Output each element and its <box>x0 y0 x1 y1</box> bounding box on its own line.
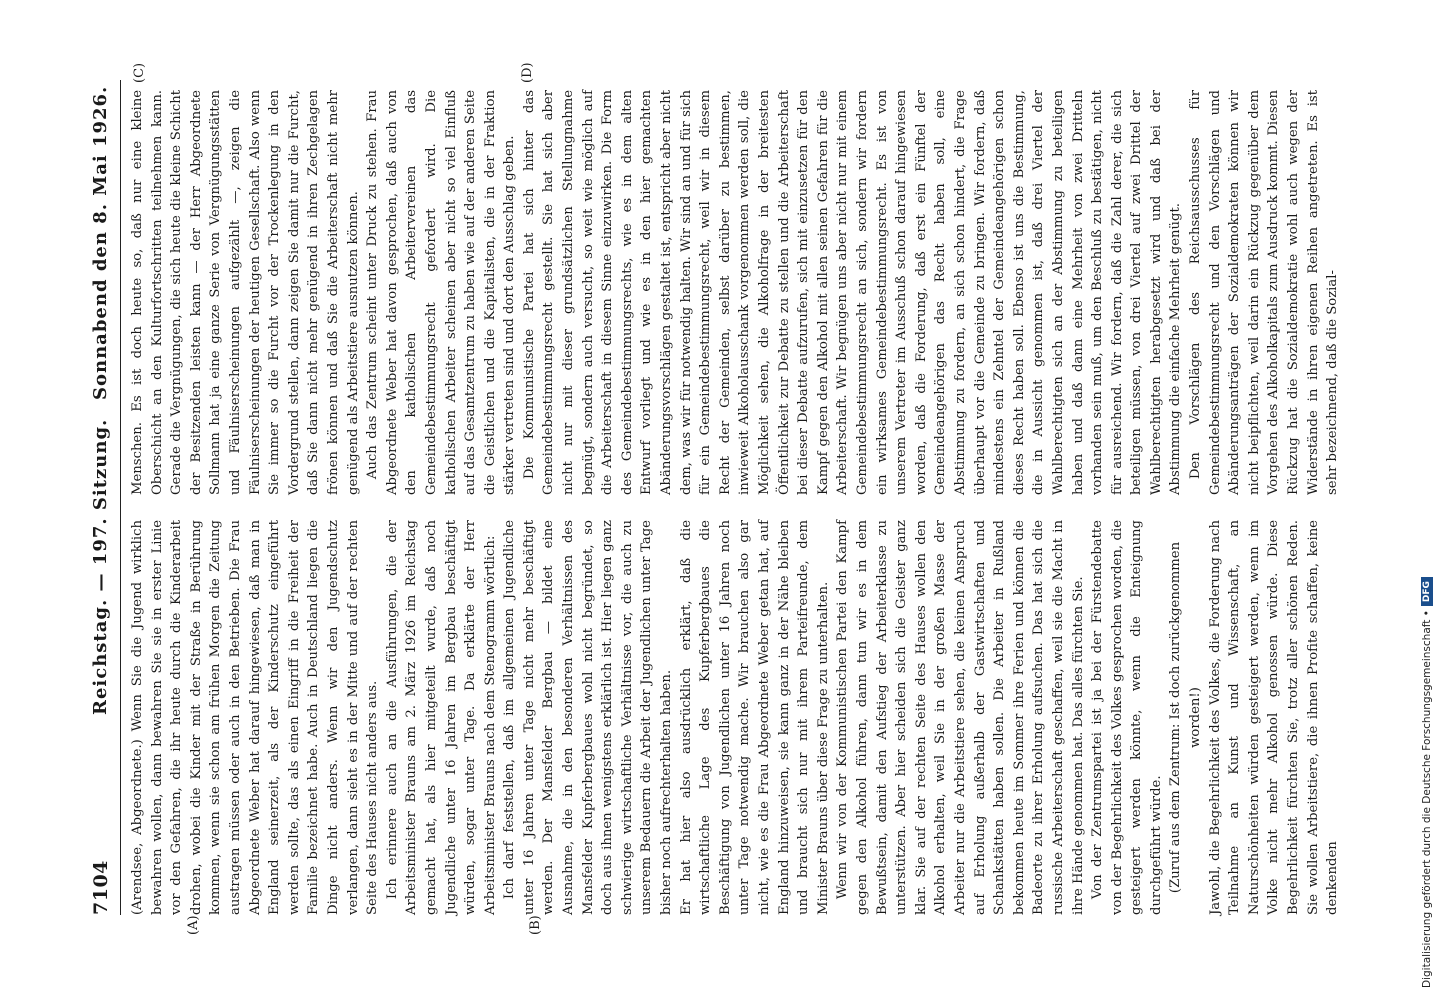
paragraph: Jawohl, die Begehrlichkeit des Volkes, die Forderung nach Teilnahme an Kunst und Wissenschaft, an Naturschönheiten würden gesteigert werden, wenn im Volke nicht mehr Alkohol genossen würde. Diese Begehrlichkeit fürchten Sie, trotz aller schönen Reden. Sie wollen Arbeitstiere, die ihnen Profite schaffen, keine denkenden <box>1207 520 1341 915</box>
page-header <box>90 80 120 915</box>
paragraph: Wenn wir von der Kommunistischen Partei den Kampf gegen den Alkohol führen, dann tun wir es in dem Bewußtsein, damit den Aufstieg der Arbeiterklasse zu unterstützen. Aber hier scheiden sich die Geister ganz klar. Sie auf der rechten Seite des Hauses wollen den Alkohol erhalten, weil Sie in der großen Masse der Arbeiter nur die Arbeitstiere sehen, die keinen Anspruch auf Erholung außerhalb der Gastwirtschaften und Schankstätten haben sollen. Die Arbeiter in Rußland bekommen heute im Sommer ihre Ferien und können die Badeorte zu ihrer Erholung aufsuchen. Das hat sich die russische Arbeiterschaft geschaffen, weil sie die Macht in ihre Hände genommen hat. Das alles fürchten Sie. <box>835 520 1086 915</box>
session-title: Reichstag. — 197. Sitzung. <box>90 418 111 715</box>
dfg-logo: DFG <box>1421 577 1433 606</box>
date-line: Sonnabend den 8. Mai 1926. <box>90 85 111 400</box>
paragraph: Den Vorschlägen des Reichsausschusses für Gemeindebestimmungsrecht und den Vorschlägen und Abänderungsanträgen der Sozialdemokraten können wir nicht beipflichten, weil darin ein Rückzug gegenüber dem Vorgehen des Alkoholkapitals zum Ausdruck kommt. Diesen Rückzug hat die Sozialdemokratie wohl auch wegen der Widerstände in ihren eigenen Reihen angetreten. Es ist sehr bezeichnend, daß die Sozial- <box>1188 90 1341 495</box>
margin-marker-d: (D) <box>520 62 535 83</box>
paragraph: Er hat hier also ausdrücklich erklärt, daß die wirtschaftliche Lage des Kupferbergbaues die Beschäftigung von Jugendlichen unter 16 Jahren noch unter Tage notwendig mache. Wir brauchen also gar nicht, wie es die Frau Abgeordnete Weber getan hat, auf England hinzuweisen, sie kann ganz in der Nähe bleiben und braucht sich nur mit ihrem Parteifreunde, dem Minister Brauns über diese Frage zu unterhalten. <box>678 520 831 915</box>
paragraph: Die Kommunistische Partei hat sich hinter das Gemeindebestimmungsrecht gestellt. Sie hat sich aber nicht nur mit dieser grundsätzlichen Stellungnahme begnügt, sondern auch versucht, so weit wie möglich auf die Arbeiterschaft in diesem Sinne einzuwirken. Die Form des Gemeindebestimmungsrechts, wie es in dem alten Entwurf vorliegt und wie es in den hier gemachten Abänderungsvorschlägen gestaltet ist, entspricht aber nicht dem, was wir für notwendig halten. Wir sind an und für sich für ein Gemeindebestimmungsrecht, weil wir in diesem Recht der Gemeinden, selbst darüber zu bestimmen, inwieweit Alkoholausschank vorgenommen werden soll, die Möglichkeit sehen, die Alkoholfrage in der breitesten Öffentlichkeit zur Debatte zu stellen und die Arbeiterschaft bei dieser Debatte aufzurufen, sich mit einzusetzen für den Kampf gegen den Alkohol mit allen seinen Gefahren für die Arbeiterschaft. Wir begnügen uns aber nicht nur mit einem Gemeindebestimmungsrecht an sich, sondern wir fordern ein wirksames Gemeindebestimmungsrecht. Es ist von unserem Vertreter im Ausschuß schon darauf hingewiesen worden, daß die Forderung, daß erst ein Fünftel der Gemeindeangehörigen das Recht haben soll, eine Abstimmung zu fordern, an sich schon hindert, die Frage überhaupt vor die Gemeinde zu bringen. Wir fordern, daß mindestens ein Zehntel der Gemeindeangehörigen schon dieses Recht haben soll. Ebenso ist uns die Bestimmung, die in Aussicht genommen ist, daß drei Viertel der Wahlberechtigten sich an der Abstimmung zu beteiligen haben und daß dann eine Mehrheit von zwei Dritteln vorhanden sein muß, um den Beschluß zu bestätigen, nicht für ausreichend. Wir fordern, daß die Zahl derer, die sich beteiligen müssen, von drei Viertel auf zwei Drittel der Wahlberechtigten herabgesetzt wird und daß bei der Abstimmung die einfache Mehrheit genügt. <box>521 90 1184 495</box>
paragraph: Menschen. Es ist doch heute so, daß nur eine kleine Oberschicht an den Kulturfortschritten teilnehmen kann. Gerade die Vergnügungen, die sich heute die kleine Schicht der Besitzenden leisten kann — der Herr Abgeordnete Sollmann hat ja eine ganze Serie von Vergnügungsstätten und Fäulniserscheinungen aufgezählt —, zeigen die Fäulniserscheinungen der heutigen Gesellschaft. Also wenn Sie immer so die Furcht vor der Trockenlegung in den Vordergrund stellen, dann zeigen Sie damit nur die Furcht, daß Sie dann nicht mehr genügend in ihren Zechgelagen frönen können und daß Sie die Arbeiterschaft nicht mehr genügend als Arbeitstiere ausnutzen können. <box>130 90 361 495</box>
margin-marker-c: (C) <box>132 62 147 83</box>
digitization-credit <box>1418 8 1436 988</box>
quotation: Ich darf feststellen, daß im allgemeinen Jugendliche unter 16 Jahren unter Tage nicht mehr beschäftigt werden. Der Mansfelder Bergbau — bildet eine Ausnahme, die in den besonderen Verhältnissen des Mansfelder Kupferbergbaues wohl nicht begründet, so doch aus ihnen wenigstens erklärlich ist. Hier liegen ganz schwierige wirtschaftliche Verhältnisse vor, die auch zu unserem Bedauern die Arbeit der Jugendlichen unter Tage bisher noch aufrechterhalten haben. <box>502 520 675 915</box>
paragraph: (Arendsee, Abgeordnete.) Wenn Sie die Jugend wirklich bewahren wollen, dann bewahren Sie sie in erster Linie vor den Gefahren, die ihr heute durch die Kinderarbeit drohen, wobei die Kinder mit der Straße in Berührung kommen, wenn sie schon am frühen Morgen die Zeitung austragen müssen oder auch in den Betrieben. Die Frau Abgeordnete Weber hat darauf hingewiesen, daß man in England seinerzeit, als der Kinderschutz eingeführt werden sollte, das als einen Eingriff in die Freiheit der Familie bezeichnet habe. Auch in Deutschland liegen die Dinge nicht anders. Wenn wir den Jugendschutz verlangen, dann sieht es in der Mitte und auf der rechten Seite des Hauses nicht anders aus. <box>130 520 381 915</box>
paragraph: Ich erinnere auch an die Ausführungen, die der Arbeitsminister Brauns am 2. März 1926 im Reichstag gemacht hat, als hier mitgeteilt wurde, daß noch Jugendliche unter 16 Jahren im Bergbau beschäftigt würden, sogar unter Tage. Da erklärte der Herr Arbeitsminister Brauns nach dem Stenogramm wörtlich: <box>384 520 498 915</box>
paragraph: Von der Zentrumspartei ist ja bei der Fürstendebatte von der Begehrlichkeit des Volkes gesprochen worden, die gesteigert werden könnte, wenn die Enteignung durchgeführt würde. <box>1090 520 1164 915</box>
left-column <box>128 520 1341 915</box>
right-column <box>128 90 1341 495</box>
margin-marker-a: (A) <box>186 915 201 935</box>
interjection: (Zuruf aus dem Zentrum: Ist doch zurückgenommen worden!) <box>1168 541 1204 894</box>
header-rule <box>120 80 121 915</box>
credit-text: Digitalisierung gefördert durch die Deutsche Forschungsgemeinschaft • <box>1421 610 1433 988</box>
page-number: 7104 <box>90 860 112 915</box>
document-page <box>90 62 1341 935</box>
margin-marker-b: (B) <box>528 915 543 935</box>
paragraph: Auch das Zentrum scheint unter Druck zu stehen. Frau Abgeordnete Weber hat davon gesprochen, daß auch von den katholischen Arbeitervereinen das Gemeindebestimmungsrecht gefordert wird. Die katholischen Arbeiter scheinen aber nicht so viel Einfluß auf das Gesamtzentrum zu haben wie auf der anderen Seite die Geistlichen und die Kapitalisten, die in der Fraktion stärker vertreten sind und dort den Ausschlag geben. <box>365 90 518 495</box>
